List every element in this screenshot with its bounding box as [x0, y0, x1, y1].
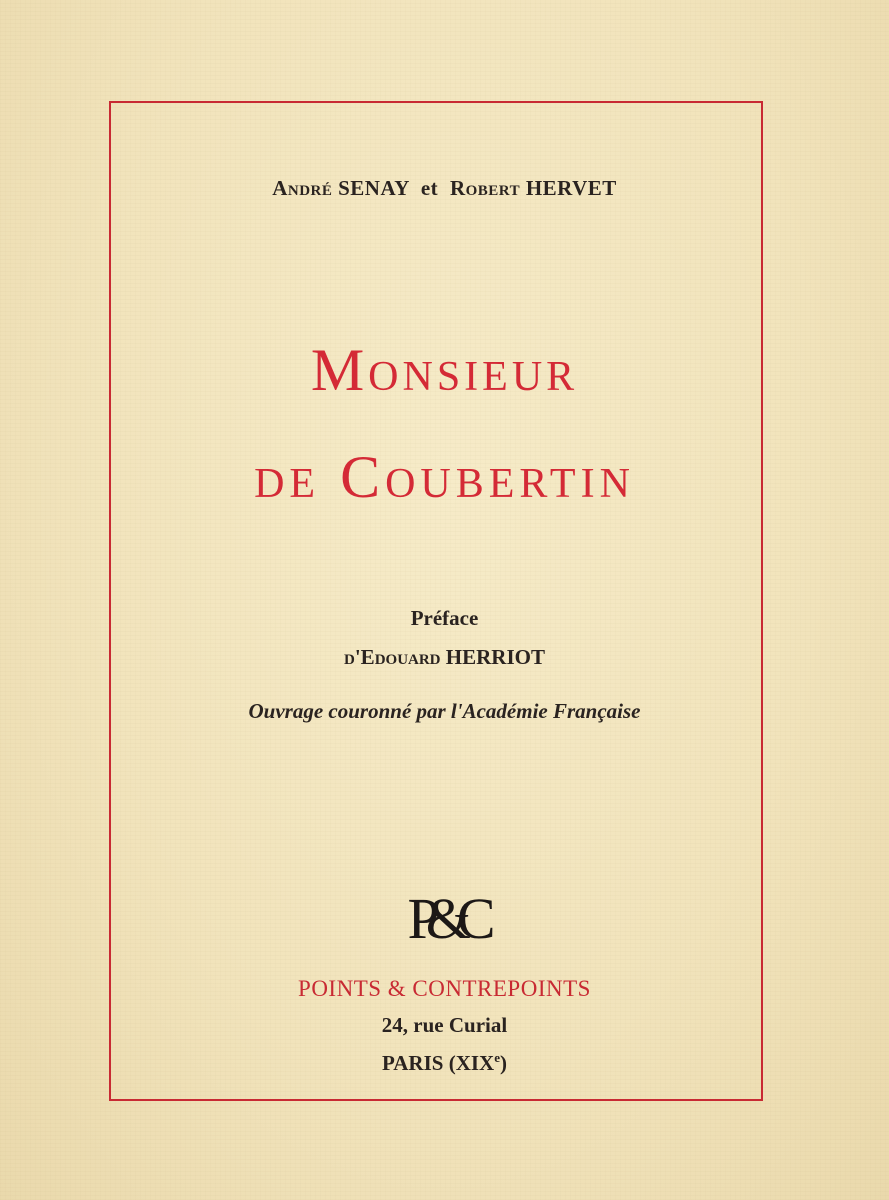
preface-label: Préface [410, 606, 479, 630]
author-second: Robert HERVET [449, 176, 617, 200]
author-first: André SENAY [272, 176, 410, 200]
publisher-logo: P&C [407, 886, 482, 951]
title-line-1: Monsieur [310, 337, 579, 403]
publisher-address: 24, rue Curial [381, 1013, 508, 1037]
publisher-city: PARIS (XIXe) [382, 1050, 507, 1075]
author-connector: et [420, 176, 439, 200]
title-line-2: de Coubertin [254, 444, 635, 510]
preface-author: d'Edouard HERRIOT [344, 645, 545, 669]
publisher-name: POINTS & CONTREPOINTS [298, 976, 591, 1001]
award-note: Ouvrage couronné par l'Académie Française [248, 699, 641, 723]
authors-line [0, 176, 889, 201]
red-border-frame [109, 101, 763, 1101]
